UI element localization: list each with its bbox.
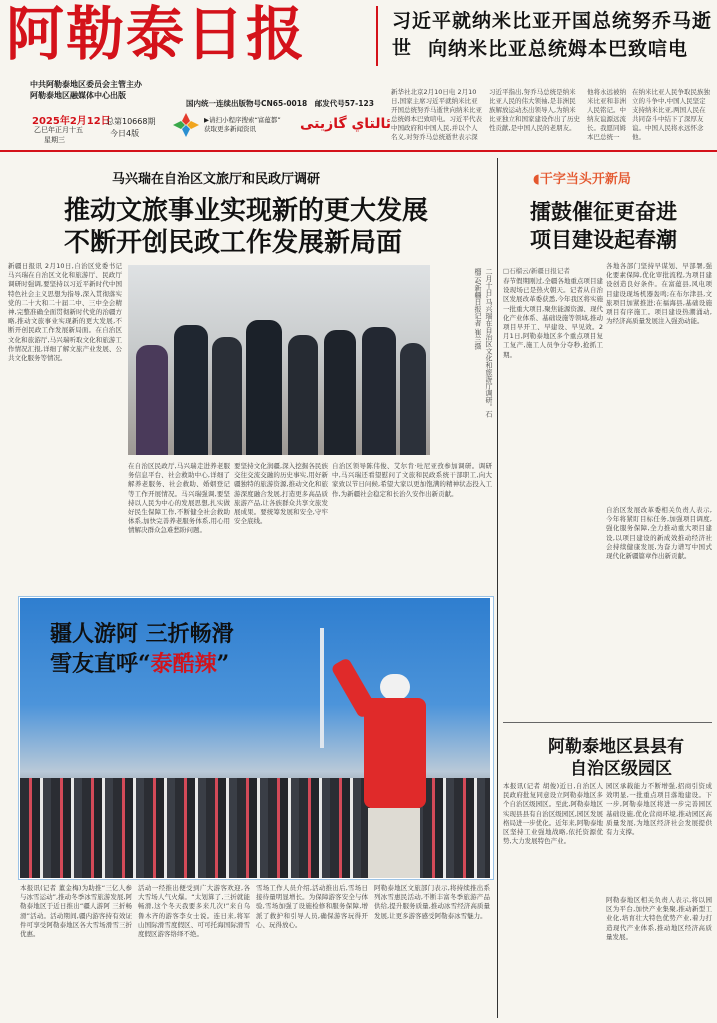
photo-figure [136,345,168,455]
app-logo-icon [172,112,200,138]
issue-number: 总第10668期 [106,117,156,126]
lead-body-col-3: 要坚持文化润疆,深入挖掘各民族交往交流交融的历史事实,用好新疆独特的旅游资源,推动文化和旅游深度融合发展,打造更多高品质旅游产品,让各族群众共享文旅发展成果。要统筹发展和安全,守牢安全底线。 [234,462,328,526]
lead-photo-caption: 二月十日,马兴瑞在自治区文化和旅游厅调研。石榴云/新疆日报记者 崔兰摄 [474,268,493,418]
top-story-col-2: 习近平指出,努乔马总统是纳米比亚人民的伟大领袖,是非洲民族解放运动杰出领导人,为纳米比亚独立和国家建设作出了历史性贡献,是中国人民的老朋友。 [489,88,580,132]
ski-headline-2 [50,647,229,678]
ski-headline-suffix: ” [216,651,230,677]
top-story-col-3: 他将永远被纳米比亚和非洲人民铭记。中纳友谊源远流长。我愿同姆本巴总统一 [587,88,626,140]
side-1-col-3: 自治区发展改革委相关负责人表示,今年将紧盯目标任务,加强项目调度,强化服务保障,全力推动重大项目建设,以项目建设的新成效推动经济社会持续健康发展,为奋力谱写中国式现代化新疆篇章作出新贡献。 [606,506,712,561]
page-count: 今日4版 [110,129,140,138]
ski-body-col-2: 活动一经推出便受到广大游客欢迎,各大雪场人气火爆。“太划算了,三折就能畅滑,这个冬天我要多来几次!”来自乌鲁木齐的游客李女士说。连日来,将军山国际滑雪度假区、可可托海国际滑雪度假区游客络绎不绝。 [138,884,250,939]
side-2-col-1: 本报讯(记者 胡俊)近日,自治区人民政府批复同意设立阿勒泰地区多个自治区级园区。至此,阿勒泰地区实现县县有自治区级园区,园区发展格局进一步优化。近年来,阿勒泰地区坚持工业强地战略,依托资源优势,大力发展特色产业。 [503,782,603,846]
masthead-title: 阿勒泰日报 [6,0,307,68]
lead-body-col-1: 新疆日报讯 2月10日,自治区党委书记马兴瑞在自治区文化和旅游厅、民政厅调研时强调,要坚持以习近平新时代中国特色社会主义思想为指导,深入贯彻落实党的二十大和二十届二中、三中全会精神,完整准确全面贯彻新时代党的治疆方略,推动文旅事业实现新的更大发展,不断开创民政工作发展新局面。在自治区文化和旅游厅,马兴瑞听取文化和旅游工作情况汇报,详细了解文旅产业发展、公共文化服务等情况。 [8,262,122,363]
side-2-col-2: 园区承载能力不断增强,招商引资成效明显,一批重点项目落地建设。下一步,阿勒泰地区将进一步完善园区基础设施,优化营商环境,推动园区高质量发展,为地区经济社会发展提供有力支撑。 [606,782,712,837]
side-1-col-2: 各地各部门坚持早谋划、早部署,强化要素保障,优化审批流程,为项目建设创造良好条件。在富蕴县,风电项目建设现场机器轰鸣;在布尔津县,文旅项目加紧推进;在福海县,基础设施项目有序施工。项目建设热潮涌动,为经济高质量发展注入强劲动能。 [606,262,712,326]
photo-figure [212,337,242,455]
cn-number: 国内统一连续出版物号CN65-0018 邮发代号57-123 [186,99,374,108]
lead-body-col-2: 在自治区民政厅,马兴瑞走进养老服务信息平台、社会救助中心,详细了解养老服务、社会救助、婚姻登记等工作开展情况。马兴瑞强调,要坚持以人民为中心的发展思想,扎实做好民生保障工作,不断健全社会救助体系,加快完善养老服务体系,用心用情解决群众急难愁盼问题。 [128,462,230,535]
side-kicker [533,168,631,187]
issue-date: 2025年2月12日 [32,116,111,127]
ski-headline-highlight: 泰酷辣 [150,651,217,677]
masthead-divider [376,6,378,66]
lead-body-col-4: 自治区领导陈伟俊、艾尔肯·吐尼亚孜参加调研。调研中,马兴瑞还看望慰问了文旅和民政系统干部职工,向大家致以节日问候,希望大家以更加饱满的精神状态投入工作,为新疆社会稳定和长治久安作出新贡献。 [332,462,492,498]
side-kicker-text: 干字当头开新局 [539,172,631,187]
ski-headline-prefix: 雪友直呼“ [50,651,151,677]
photo-figure [362,327,396,455]
app-prompt: ▶请扫小程序搜索“富蕴都” 获取更多新闻资讯 [204,116,281,133]
side-byline: □石榴云/新疆日报记者 [503,267,570,275]
lunar-date: 乙巳年正月十五 [34,126,83,134]
weekday: 星期三 [44,136,65,144]
top-story-headline-2: 向纳米比亚总统姆本巴致唁电 [428,38,689,60]
ski-body-col-1: 本报讯(记者 董金梅)为助推“三亿人参与冰雪运动”,推动冬季冰雪旅游发展,阿勒泰地区于近日推出“疆人游阿 三折畅滑”活动。活动期间,疆内游客持有效证件可享受阿勒泰地区各大雪场滑雪三折优惠。 [20,884,132,939]
skier-jacket [364,698,426,808]
top-story-col-4: 在纳米比亚人民争取民族独立的斗争中,中国人民坚定支持纳米比亚,两国人民在共同奋斗中结下了深厚友谊。中国人民将永远怀念他。 [632,88,710,140]
top-story-col-1: 新华社北京2月10日电 2月10日,国家主席习近平就纳米比亚开国总统努乔马逝世向纳米比亚总统姆本巴致唁电。习近平代表中国政府和中国人民,并以个人名义,对努乔马总统逝世表示深 [391,88,482,140]
skier-red-jacket [350,668,436,878]
skier-helmet [380,674,410,700]
kazakh-logo: ئالتاي گازيتى [300,116,392,132]
skier-arm [330,657,377,719]
side2-headline-1: 阿勒泰地区县县有 [548,737,684,757]
photo-figure [324,330,356,455]
ski-lift-tower [320,628,324,748]
ski-body-col-3: 雪场工作人员介绍,活动推出后,雪场日接待量明显增长。为保障游客安全与体验,雪场加强了设施检修和服务保障,增派了救护和引导人员,确保游客玩得开心、玩得放心。 [256,884,368,929]
publisher-line-1: 中共阿勒泰地区委员会主管主办 [30,80,142,89]
top-story-headline-1: 习近平就纳米比亚开国总统努乔马逝世 [392,10,713,59]
side-headline-1: 擂鼓催征更奋进 [530,199,677,224]
story-divider-right [503,722,712,723]
side-1-col-1: 春节假期刚过,全疆各地重点项目建设现场已是热火朝天。记者从自治区发展改革委获悉,今年我区将实施一批重大项目,聚焦能源资源、现代化产业体系、基础设施等领域,推动项目早开工、早建设、早见效。2月1日,阿勒泰地区多个重点项目复工复产,施工人员争分夺秒,抢抓工期。 [503,277,603,359]
lead-headline-1: 推动文旅事业实现新的更大发展 [64,196,429,226]
side-headline-2: 项目建设起春潮 [530,227,677,252]
lead-kicker: 马兴瑞在自治区文旅厅和民政厅调研 [112,172,321,187]
masthead-rule [0,150,717,152]
ski-headline-1: 疆人游阿 三折畅滑 [50,621,234,647]
side-2-col-3: 阿勒泰地区相关负责人表示,将以园区为平台,加快产业集聚,推动新型工业化,培育壮大特色优势产业,着力打造现代产业体系,推动地区经济高质量发展。 [606,896,712,941]
kicker-bullet-icon: ◖ [533,172,540,187]
skier-pants [368,808,420,878]
ski-body-col-4: 阿勒泰地区文旅部门表示,将持续推出系列冰雪惠民活动,不断丰富冬季旅游产品供给,提升服务质量,推动冰雪经济高质量发展,让更多游客感受阿勒泰冰雪魅力。 [374,884,490,920]
publisher-line-2: 阿勒泰地区融媒体中心出版 [30,91,126,100]
side2-headline-2: 自治区级园区 [570,759,672,779]
photo-figure [400,343,426,455]
lead-headline-2: 不断开创民政工作发展新局面 [64,228,403,258]
lead-photo [128,265,430,455]
column-divider [497,158,498,1018]
photo-figure [174,325,208,455]
photo-figure [246,320,282,455]
photo-figure [288,335,318,455]
